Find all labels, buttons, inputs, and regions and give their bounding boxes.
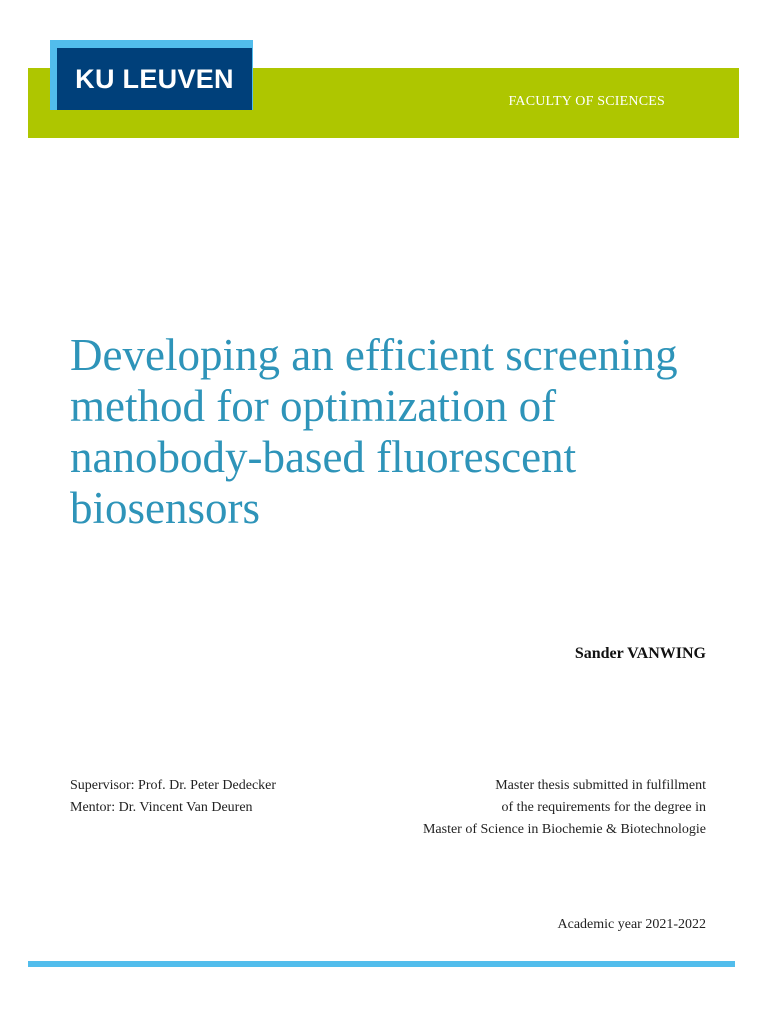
submission-block [423,775,706,841]
faculty-label: FACULTY OF SCIENCES [508,94,665,109]
academic-year: Academic year 2021-2022 [557,917,706,932]
thesis-title: Developing an efficient screening method for optimization of nanobody-based fluorescent biosensors [70,330,678,533]
submission-line-3: Master of Science in Biochemie & Biotechnologie [422,822,706,837]
supervision-block [70,775,276,819]
mentor-line: Mentor: Dr. Vincent Van Deuren [70,800,253,815]
author-name: Sander VANWING [574,645,706,662]
supervisor-line: Supervisor: Prof. Dr. Peter Dedecker [70,778,277,793]
footer-bar [28,961,735,967]
ku-leuven-logo [57,48,252,110]
submission-line-1: Master thesis submitted in fulfillment [495,778,706,793]
submission-line-2: of the requirements for the degree in [501,800,706,815]
logo-text: KU LEUVEN [75,63,234,94]
